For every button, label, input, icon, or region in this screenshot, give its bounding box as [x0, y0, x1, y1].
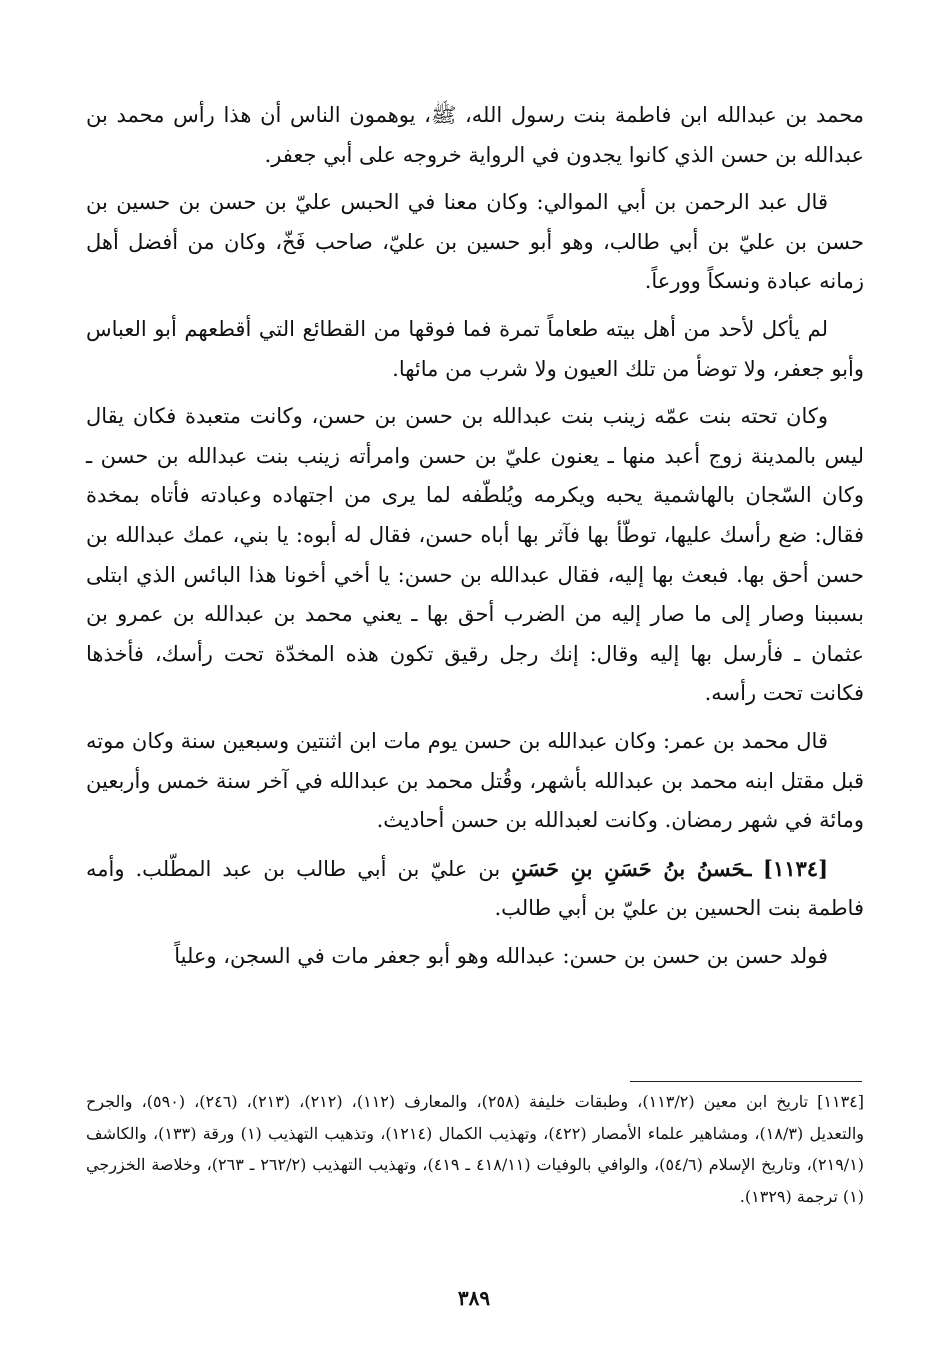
paragraph-2: قال عبد الرحمن بن أبي الموالي: وكان معنا في الحبس عليّ بن حسن بن حسين بن حسن بن عليّ بن أبي طالب، وهو أبو حسين بن عليّ، صاحب فَخّ، وكان من أفضل أهل زمانه عبادة ونسكاً وورعاً. [86, 190, 864, 294]
footnote-divider [630, 1081, 862, 1082]
paragraph-5: قال محمد بن عمر: وكان عبدالله بن حسن يوم مات ابن اثنتين وسبعين سنة وكان موته قبل مقتل ابنه محمد بن عبدالله بأشهر، وقُتل محمد بن عبدالله في آخر سنة خمس وأربعين ومائة في شهر رمضان. وكانت لعبدالله بن حسن أحاديث. [86, 728, 864, 833]
paragraph-4: وكان تحته بنت عمّه زينب بنت عبدالله بن حسن بن حسن، وكانت متعبدة فكان يقال ليس بالمدينة زوج أعبد منها ـ يعنون عليّ بن حسن وامرأته زينب بنت عبدالله بن حسن ـ وكان السّجان بالهاشمية يحبه ويكرمه ويُلطّفه لما يرى من اجتهاده وعبادته فأتاه بمخدة فقال: ضع رأسك عليها، توطّأ بها فآثر بها أباه حسن، فقال له أبوه: يا بني، عمك عبدالله بن حسن أحق بها. فبعث بها إليه، فقال عبدالله بن حسن: يا أخي أخونا هذا البائس الذي ابتلى بسببنا وصار إلى ما صار إليه من الضرب أحق بها ـ يعني محمد بن عبدالله بن عمرو بن عثمان ـ فأرسل بها إليه وقال: إنك رجل رقيق تكون هذه المخدّة تحت رأسك، فأخذها فكانت تحت رأسه. [86, 404, 864, 706]
footnote-1134: [١١٣٤] تاريخ ابن معين (١١٣/٢)، وطبقات خليفة (٢٥٨)، والمعارف (١١٢)، (٢١٢)، (٢١٣)، (٢٤٦)، (٥٩٠)، والجرح والتعديل (١٨/٣)، ومشاهير علماء الأمصار (٤٢٢)، وتهذيب الكمال (١٢١٤)، وتذهيب التهذيب (١) ورقة (١٣٣)، والكاشف (٢١٩/١)، وتاريخ الإسلام (٥٤/٦)، والوافي بالوفيات (٤١٨/١١ ـ ٤١٩)، وتهذيب التهذيب (٢٦٢/٢ ـ ٢٦٣)، وخلاصة الخزرجي (١) ترجمة (١٣٢٩). [86, 1092, 865, 1206]
entry-name: حَسنُ بنُ حَسَنِ بنِ حَسَنِ [511, 855, 746, 881]
footnotes [86, 1086, 864, 1212]
entry-number: [١١٣٤] ـ [745, 855, 828, 881]
main-text [86, 96, 864, 984]
biography-entry [86, 849, 864, 929]
paragraph-3: لم يأكل لأحد من أهل بيته طعاماً تمرة فما فوقها من القطائع التي أقطعهم أبو العباس وأبو جعفر، ولا توضأ من تلك العيون ولا شرب من مائها. [86, 316, 864, 381]
entry-text: بن عليّ بن أبي طالب بن عبد المطّلب. وأمه فاطمة بنت الحسين بن عليّ بن أبي طالب. [86, 856, 864, 921]
paragraph-7: فولد حسن بن حسن بن حسن: عبدالله وهو أبو جعفر مات في السجن، وعلياً [174, 943, 828, 968]
paragraph-1: محمد بن عبدالله ابن فاطمة بنت رسول الله، ﷺ، يوهمون الناس أن هذا رأس محمد بن عبدالله بن حسن الذي كانوا يجدون في الرواية خروجه على أبي جعفر. [86, 103, 864, 167]
page-number: ٣٨٩ [457, 1286, 491, 1310]
